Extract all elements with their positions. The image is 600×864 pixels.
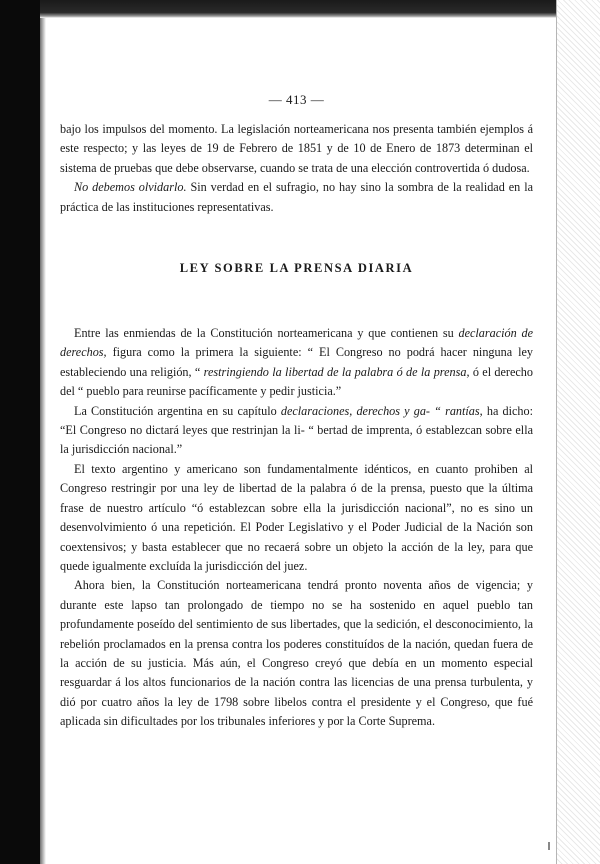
- paragraph: [60, 402, 533, 460]
- italic-run: restringiendo la libertad de la palabra ó de la prensa,: [203, 364, 470, 379]
- intro-section: [60, 120, 533, 217]
- section-title: LEY SOBRE LA PRENSA DIARIA: [179, 261, 414, 276]
- text-run: bajo los impulsos del momento. La legislación norteamericana nos presenta también ejemplos á este respecto; y las leyes de 19 de Febrero de 1851 y de 10 de Enero de 1873 determinan el sistema de pruebas que debe observarse, cuando se trata de una elección controvertida ó dudosa.: [60, 122, 533, 175]
- text-run: La Constitución argentina en su capítulo: [74, 403, 281, 418]
- scan-top-border: [40, 0, 560, 18]
- scan-left-border: [0, 0, 40, 864]
- italic-run: declaración de derechos,: [60, 326, 534, 360]
- text-run: Ahora bien, la Constitución norteamericana tendrá pronto noventa años de vigencia; y durante este lapso tan prolongado de tiempo no se ha sostenido en aquel pueblo tan profundamente poseído del sentimiento de sus libertades, que la sedición, el desconocimiento, la rebelión proclamados en la prensa contra los poderes constituídos de la nación, quedan fuera de la acción de su justicia. Más aún, el Congreso creyó que debía en un momento especial resguardar á los altos funcionarios de la nación contra las licencias de una prensa turbulenta, y dió por cuatro años la ley de 1798 sobre libelos contra el presidente y el Congreso, que fué aplicada sin dificultades por los tribunales inferiores y por la Corte Suprema.: [60, 578, 533, 729]
- scan-right-margin: [557, 0, 600, 864]
- scan-mark: [548, 842, 550, 850]
- body-section: [60, 324, 533, 732]
- paragraph: [60, 576, 533, 731]
- text-run: figura como la primera la siguiente: “ El Congreso no podrá hacer ninguna ley estableciendo una religión, “: [60, 345, 533, 379]
- scan-left-shadow: [40, 0, 46, 864]
- italic-run: No debemos olvidarlo.: [74, 180, 187, 195]
- text-run: Entre las enmiendas de la Constitución norteamericana y que contienen su: [74, 326, 459, 341]
- text-run: Sin verdad en el sufragio, no hay sino la sombra de la realidad en la práctica de las instituciones representativas.: [60, 180, 533, 214]
- italic-run: declaraciones, derechos y ga- “ rantías,: [280, 403, 483, 418]
- paragraph: [60, 460, 533, 576]
- text-run: ó el derecho del “ pueblo para reunirse pacíficamente y pedir justicia.”: [60, 364, 533, 399]
- paragraph: [60, 120, 533, 178]
- text-run: ha dicho: “El Congreso no dictará leyes que restrinjan la li- “ bertad de imprenta, ó establezcan sobre ella la jurisdicción nacional.”: [60, 403, 533, 457]
- text-run: El texto argentino y americano son fundamentalmente idénticos, en cuanto prohiben al Congreso restringir por una ley de libertad de la palabra ó de la prensa, puesto que la última frase de nuestro artículo “ó establezcan sobre ella la jurisdicción nacional”, no es sino un desenvolvimiento ó una repetición. El Poder Legislativo y el Poder Judicial de la Nación son coextensivos; y basta establecer que no recaerá sobre un objeto la acción de la ley, para que quede igualmente excluída la jurisdicción del juez.: [60, 461, 533, 573]
- document-page: [60, 92, 533, 732]
- paragraph: [60, 324, 533, 402]
- page-number: — 413 —: [268, 92, 325, 107]
- paragraph: [60, 178, 533, 217]
